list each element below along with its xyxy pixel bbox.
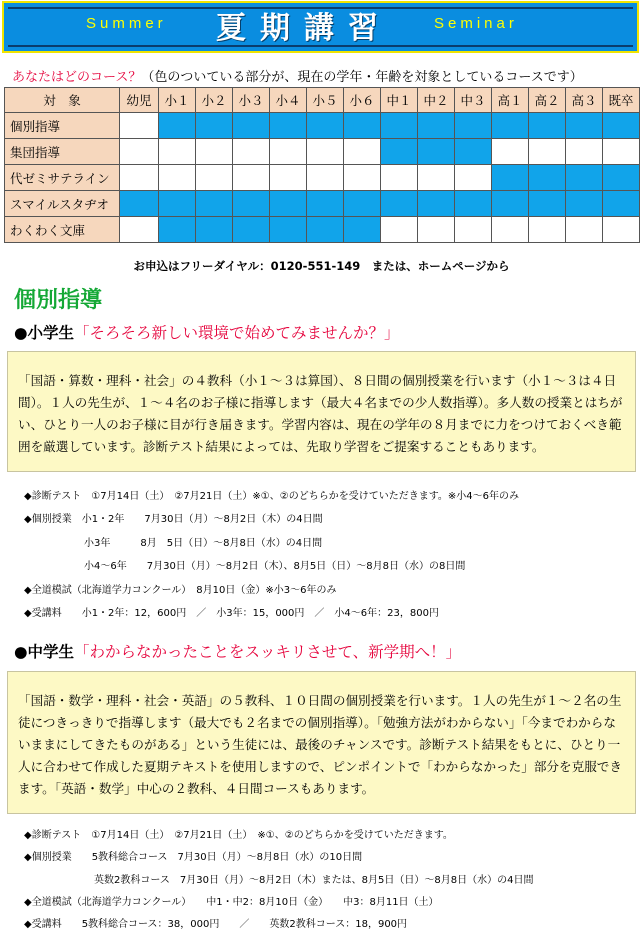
junior-label: 中学生 — [27, 643, 75, 661]
target-grade-cell-active — [566, 165, 603, 191]
target-grade-cell-empty — [233, 139, 270, 165]
target-grade-cell-active — [344, 113, 381, 139]
target-grade-cell-active — [159, 191, 196, 217]
info-line: ◆個別授業 小1・2年 7月30日（月）～8月2日（木）の4日間 — [24, 514, 323, 526]
target-grade-cell-active — [492, 165, 529, 191]
target-grade-cell-active — [270, 191, 307, 217]
target-grade-cell-active — [455, 191, 492, 217]
course-question — [12, 66, 583, 85]
target-grade-cell-active — [233, 191, 270, 217]
info-line: ◆診断テスト ①7月14日（土） ②7月21日（土）※①、②のどちらかを受けていただきます。※小4～6年のみ — [24, 491, 520, 502]
target-grade-cell-active — [566, 113, 603, 139]
target-grade-cell-active — [418, 139, 455, 165]
target-grade-cell-active — [381, 113, 418, 139]
course-name-cell: 個別指導 — [5, 113, 120, 139]
grade-header-cell: 小５ — [307, 88, 344, 113]
target-header-cell: 対 象 — [5, 88, 120, 113]
target-grade-cell-active — [455, 139, 492, 165]
course-row — [5, 165, 640, 191]
target-grade-cell-active — [196, 113, 233, 139]
grade-header-cell: 高２ — [529, 88, 566, 113]
target-grade-cell-empty — [566, 217, 603, 243]
junior-catchphrase: 「わからなかったことをスッキリさせて、新学期へ！」 — [74, 643, 462, 661]
grade-header-cell: 小６ — [344, 88, 381, 113]
info-line: 小3年 8月 5日（日）～8月8日（水）の4日間 — [24, 537, 323, 549]
target-grade-cell-active — [603, 165, 640, 191]
target-grade-cell-active — [307, 217, 344, 243]
elementary-catchphrase: 「そろそろ新しい環境で始めてみませんか？」 — [74, 324, 400, 342]
junior-description-box — [7, 671, 636, 814]
elementary-label: 小学生 — [27, 324, 75, 342]
grade-header-cell: 小２ — [196, 88, 233, 113]
target-grade-cell-empty — [120, 139, 159, 165]
target-grade-cell-active — [566, 191, 603, 217]
course-name-cell: 代ゼミサテライン — [5, 165, 120, 191]
course-row — [5, 217, 640, 243]
grade-header-cell: 小４ — [270, 88, 307, 113]
course-row — [5, 139, 640, 165]
page-title: 夏期講習 — [216, 11, 392, 46]
target-grade-cell-active — [307, 191, 344, 217]
target-grade-cell-active — [529, 113, 566, 139]
target-grade-cell-empty — [196, 139, 233, 165]
target-grade-cell-empty — [492, 217, 529, 243]
grade-header-cell: 小１ — [159, 88, 196, 113]
target-grade-cell-active — [270, 217, 307, 243]
target-grade-cell-active — [196, 191, 233, 217]
target-grade-cell-active — [120, 191, 159, 217]
target-grade-cell-empty — [344, 139, 381, 165]
target-grade-cell-empty — [120, 217, 159, 243]
target-grade-cell-active — [344, 191, 381, 217]
table-header-row — [5, 88, 640, 113]
target-grade-cell-active — [529, 165, 566, 191]
grade-header-cell: 幼児 — [120, 88, 159, 113]
target-grade-cell-empty — [603, 139, 640, 165]
target-grade-cell-empty — [270, 139, 307, 165]
application-info: お申込はフリーダイヤル：0120-551-149 または、ホームページから — [133, 259, 510, 273]
course-grade-table — [4, 87, 640, 243]
junior-heading — [14, 640, 461, 662]
target-grade-cell-empty — [307, 139, 344, 165]
banner-right-text: Seminar — [434, 15, 518, 32]
course-row — [5, 191, 640, 217]
section-title-individual: 個別指導 — [14, 288, 103, 313]
grade-header-cell: 中１ — [381, 88, 418, 113]
target-grade-cell-active — [233, 113, 270, 139]
target-grade-cell-empty — [418, 217, 455, 243]
target-grade-cell-active — [418, 113, 455, 139]
course-name-cell: スマイルスタヂオ — [5, 191, 120, 217]
target-grade-cell-empty — [529, 217, 566, 243]
elementary-description: 「国語・算数・理科・社会」の４教科（小１～３は算国）、８日間の個別授業を行います（小１～３は４日間）。１人の先生が、１～４名のお子様に指導します（最大４名までの少人数指導）。多人数の授業とはちがい、ひとり一人のお子様に目が行き届きます。学習内容は、現在の学年の８月までに力をつけておくべき範囲を厳選しています。診断テスト結果によっては、先取り学習をご提案することもあります。 — [18, 373, 623, 454]
grade-header-cell: 中２ — [418, 88, 455, 113]
target-grade-cell-active — [270, 113, 307, 139]
target-grade-cell-empty — [381, 217, 418, 243]
grade-header-cell: 高１ — [492, 88, 529, 113]
target-grade-cell-empty — [196, 165, 233, 191]
grade-header-cell: 小３ — [233, 88, 270, 113]
info-line: ◆全道模試（北海道学力コンクール） 中1・中2：8月10日（金） 中3：8月11日（土） — [24, 896, 439, 908]
target-grade-cell-active — [603, 113, 640, 139]
target-grade-cell-active — [492, 191, 529, 217]
target-grade-cell-empty — [492, 139, 529, 165]
target-grade-cell-empty — [529, 139, 566, 165]
target-grade-cell-empty — [270, 165, 307, 191]
header-banner — [2, 1, 639, 53]
target-grade-cell-active — [159, 217, 196, 243]
elementary-heading — [14, 321, 400, 343]
target-grade-cell-active — [492, 113, 529, 139]
target-grade-cell-active — [418, 191, 455, 217]
target-grade-cell-empty — [455, 165, 492, 191]
target-grade-cell-active — [159, 113, 196, 139]
target-grade-cell-empty — [159, 139, 196, 165]
bullet-icon: ● — [14, 643, 28, 661]
target-grade-cell-active — [603, 191, 640, 217]
info-line: 英数2教科コース 7月30日（月）～8月2日（木）または、8月5日（日）～8月8日（水）の4日間 — [24, 874, 534, 886]
target-grade-cell-empty — [603, 217, 640, 243]
info-line: ◆診断テスト ①7月14日（土） ②7月21日（土） ※①、②のどちらかを受けていただきます。 — [24, 830, 453, 841]
target-grade-cell-empty — [233, 165, 270, 191]
target-grade-cell-empty — [455, 217, 492, 243]
info-line: ◆受講料 小1・2年：12，600円 ／ 小3年：15，000円 ／ 小4～6年：23，800円 — [24, 608, 439, 619]
target-grade-cell-empty — [159, 165, 196, 191]
target-grade-cell-active — [344, 217, 381, 243]
grade-header-cell: 高３ — [566, 88, 603, 113]
info-line: ◆受講料 5教科総合コース：38，000円 ／ 英数2教科コース：18，900円 — [24, 919, 408, 930]
course-name-cell: わくわく文庫 — [5, 217, 120, 243]
elementary-description-box — [7, 351, 636, 472]
course-question-note: （色のついている部分が、現在の学年・年齢を対象としているコースです） — [141, 70, 583, 85]
info-line: ◆全道模試（北海道学力コンクール） 8月10日（金）※小3～6年のみ — [24, 584, 337, 596]
target-grade-cell-active — [233, 217, 270, 243]
target-grade-cell-active — [196, 217, 233, 243]
course-question-heading: あなたはどのコース？ — [12, 70, 142, 85]
target-grade-cell-empty — [307, 165, 344, 191]
grade-header-cell: 既卒 — [603, 88, 640, 113]
target-grade-cell-active — [307, 113, 344, 139]
target-grade-cell-empty — [120, 165, 159, 191]
grade-header-cell: 中３ — [455, 88, 492, 113]
target-grade-cell-active — [381, 139, 418, 165]
bullet-icon: ● — [14, 324, 28, 342]
target-grade-cell-empty — [120, 113, 159, 139]
target-grade-cell-empty — [381, 165, 418, 191]
target-grade-cell-active — [381, 191, 418, 217]
target-grade-cell-active — [529, 191, 566, 217]
course-name-cell: 集団指導 — [5, 139, 120, 165]
target-grade-cell-empty — [566, 139, 603, 165]
target-grade-cell-empty — [418, 165, 455, 191]
course-row — [5, 113, 640, 139]
target-grade-cell-empty — [344, 165, 381, 191]
junior-description: 「国語・数学・理科・社会・英語」の５教科、１０日間の個別授業を行います。１人の先生が１～２名の生徒につきっきりで指導します（最大でも２名までの個別指導）。「勉強方法がわからない」「今までわからないままにしてきたものがある」という生徒には、最後のチャンスです。診断テスト結果をもとに、ひとり一人に合わせて作成した夏期テキストを使用しますので、ピンポイントで「わからなかった」部分を克服できます。「英語・数学」中心の２教科、４日間コースもあります。 — [18, 693, 622, 796]
banner-left-text: Summer — [86, 15, 167, 32]
info-line: ◆個別授業 5教科総合コース 7月30日（月）～8月8日（水）の10日間 — [24, 852, 363, 864]
target-grade-cell-active — [455, 113, 492, 139]
info-line: 小4～6年 7月30日（月）～8月2日（木）、8月5日（日）～8月8日（水）の8日間 — [24, 561, 466, 573]
